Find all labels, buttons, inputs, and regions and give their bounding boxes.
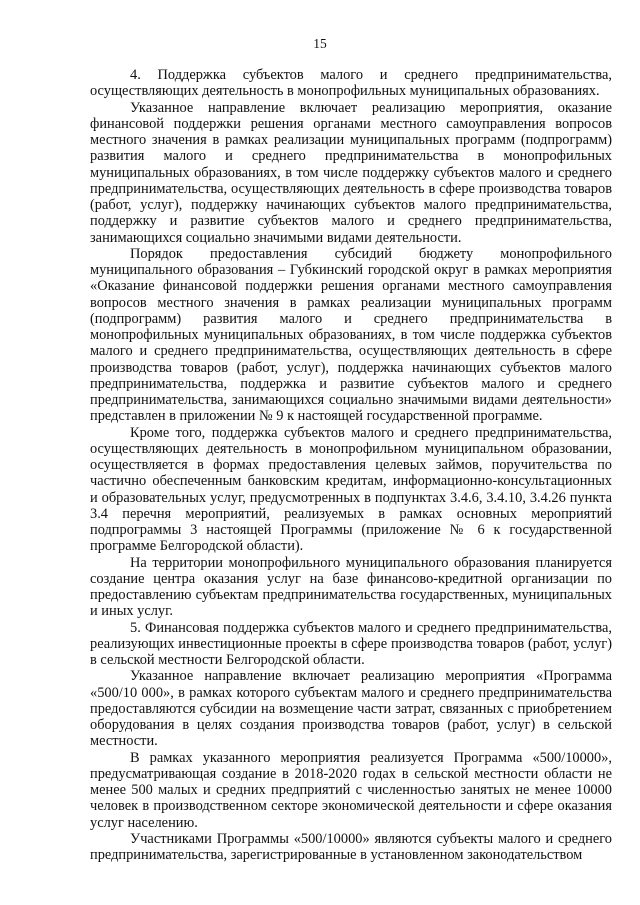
paragraph-support-monotowns-heading: 4. Поддержка субъектов малого и среднего предпринимательства, осуществляющих деятельность в монопрофильных муниципальных образованиях. [90,67,612,100]
paragraph-program-500-description: Указанное направление включает реализацию мероприятия «Программа «500/10 000», в рамках которого субъектам малого и среднего предпринимательства предоставляются субсидии на возмещение части затрат, связанных с приобретением оборудования в целях создания производства товаров (работ, услуг) в сельской местности. [90,668,612,750]
paragraph-direction-description: Указанное направление включает реализацию мероприятия, оказание финансовой поддержки решения органами местного самоуправления вопросов местного значения в рамках реализации муниципальных программ (подпрограмм) развития малого и среднего предпринимательства в монопрофильных муниципальных образованиях, в том числе поддержку субъектов малого и среднего предпринимательства, осуществляющих деятельность в сфере производства товаров (работ, услуг), поддержку начинающих субъектов малого предпринимательства, поддержку и развитие субъектов малого и среднего предпринимательства, занимающихся социально значимыми видами деятельности. [90,99,612,246]
body-text [90,67,612,863]
paragraph-subsidy-procedure: Порядок предоставления субсидий бюджету монопрофильного муниципального образования – Губкинский городской округ в рамках мероприятия «Оказание финансовой поддержки решения органами местного самоуправления вопросов местного значения в рамках реализации муниципальных программ (подпрограмм) развития малого и среднего предпринимательства в монопрофильных муниципальных образованиях, в том числе поддержка субъектов малого и среднего предпринимательства, осуществляющих деятельность в сфере производства товаров (работ, услуг), поддержка начинающих субъектов малого предпринимательства, поддержка и развитие субъектов малого и среднего предпринимательства, занимающихся социально значимыми видами деятельности» представлен в приложении № 9 к настоящей государственной программе. [90,245,612,425]
paragraph-service-center: На территории монопрофильного муниципального образования планируется создание центра оказания услуг на базе финансово-кредитной организации по предоставлению субъектам предпринимательства государственных, муниципальных и иных услуг. [90,554,612,620]
paragraph-program-500-goals: В рамках указанного мероприятия реализуется Программа «500/10000», предусматривающая создание в 2018-2020 годах в сельской местности области не менее 500 малых и средних предприятий с численностью занятых не менее 10000 человек в производственном секторе экономической деятельности и сфере оказания услуг населению. [90,749,612,831]
paragraph-financial-support-heading: 5. Финансовая поддержка субъектов малого и среднего предпринимательства, реализующих инвестиционные проекты в сфере производства товаров (работ, услуг) в сельской местности Белгородской области. [90,619,612,668]
paragraph-additional-support: Кроме того, поддержка субъектов малого и среднего предпринимательства, осуществляющих деятельность в монопрофильном муниципальном образовании, осуществляется в формах предоставления целевых займов, поручительства по частично обеспеченным банковским кредитам, информационно-консультационных и образовательных услуг, предусмотренных в подпунктах 3.4.6, 3.4.10, 3.4.26 пункта 3.4 перечня мероприятий, реализуемых в рамках основных мероприятий подпрограммы 3 настоящей Программы (приложение № 6 к государственной программе Белгородской области). [90,424,612,555]
page-number: 15 [313,36,327,51]
paragraph-program-participants: Участниками Программы «500/10000» являются субъекты малого и среднего предпринимательства, зарегистрированные в установленном законодательством [90,830,612,863]
